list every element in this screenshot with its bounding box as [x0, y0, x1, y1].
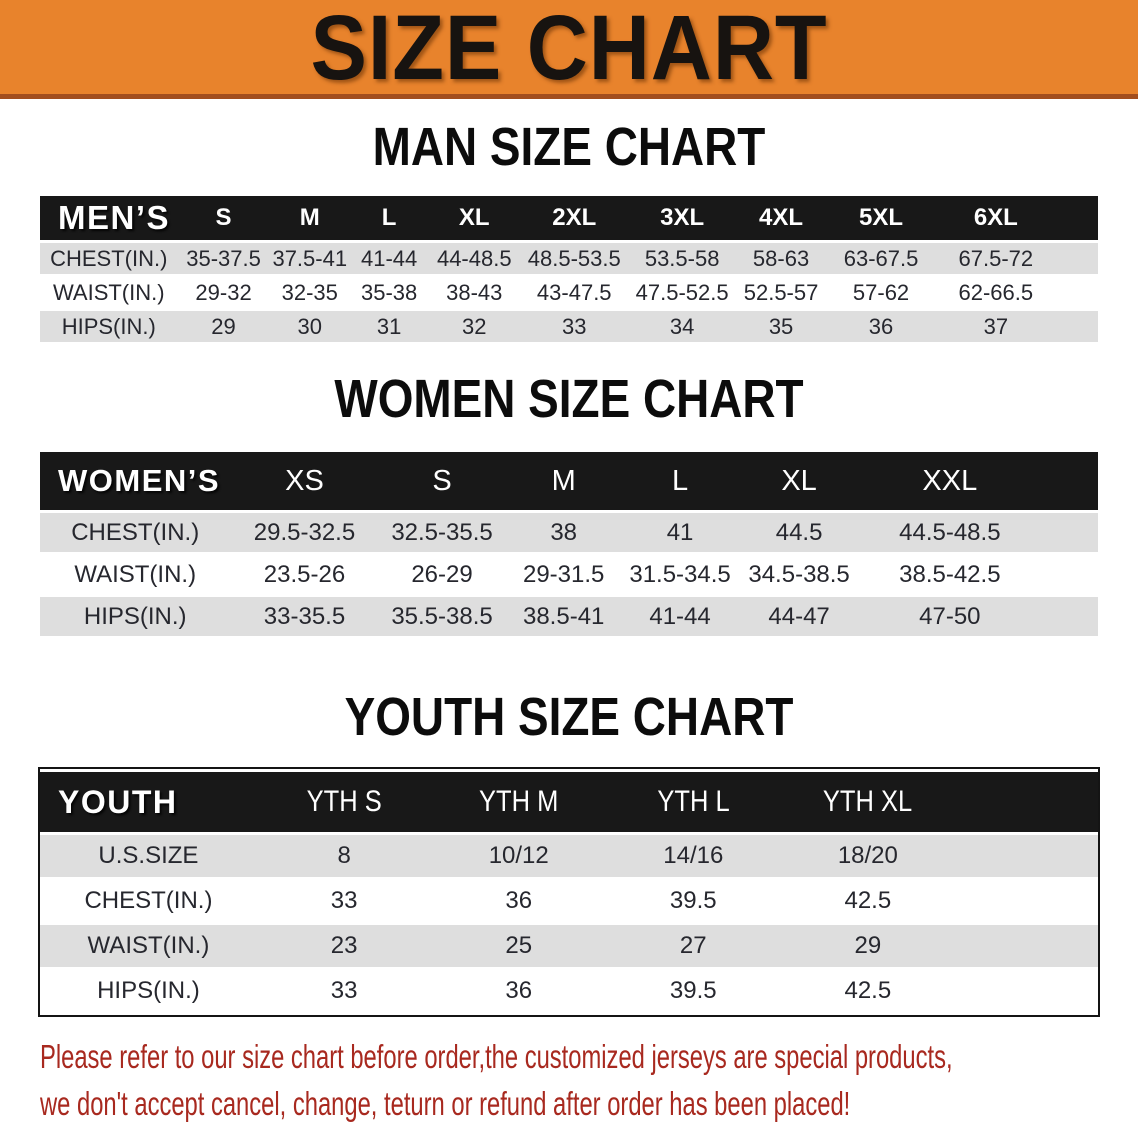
row-label: HIPS(IN.)	[40, 597, 230, 636]
cell: 67.5-72	[936, 243, 1056, 274]
column-header: 3XL	[628, 196, 736, 240]
row-label: CHEST(IN.)	[40, 880, 257, 922]
cell: 44-47	[738, 597, 860, 636]
disclaimer-line-2: we don't accept cancel, change, teturn or refund after order has been placed!	[40, 1085, 851, 1122]
cell: 29-31.5	[506, 555, 622, 594]
youth-size-chart-heading	[0, 687, 1138, 747]
mens-header-row	[40, 196, 1098, 240]
cell: 33-35.5	[230, 597, 378, 636]
cell: 32.5-35.5	[379, 513, 506, 552]
cell: 25	[431, 925, 606, 967]
column-header: 2XL	[520, 196, 628, 240]
mens-table-title: MEN’S	[40, 196, 178, 240]
cell: 29-32	[178, 277, 270, 308]
column-header-filler	[1040, 452, 1098, 510]
column-header: L	[350, 196, 428, 240]
cell-filler	[955, 880, 1098, 922]
cell: 43-47.5	[520, 277, 628, 308]
column-header: YTH L	[606, 772, 781, 832]
cell: 37.5-41	[270, 243, 350, 274]
cell: 38.5-41	[506, 597, 622, 636]
table-row	[40, 597, 1098, 636]
cell: 36	[826, 311, 936, 342]
column-header: 6XL	[936, 196, 1056, 240]
cell: 42.5	[781, 970, 956, 1012]
cell: 35-38	[350, 277, 428, 308]
cell: 44.5	[738, 513, 860, 552]
column-header: S	[178, 196, 270, 240]
cell: 10/12	[431, 835, 606, 877]
cell: 29.5-32.5	[230, 513, 378, 552]
column-header: M	[506, 452, 622, 510]
cell: 47-50	[860, 597, 1040, 636]
cell: 35-37.5	[178, 243, 270, 274]
womens-header-row	[40, 452, 1098, 510]
column-header: S	[379, 452, 506, 510]
cell: 33	[257, 970, 432, 1012]
table-row	[40, 513, 1098, 552]
women-heading-text: WOMEN SIZE CHART	[334, 369, 804, 429]
banner-title: SIZE CHART	[310, 0, 828, 99]
table-row	[40, 555, 1098, 594]
cell: 63-67.5	[826, 243, 936, 274]
womens-size-table	[40, 449, 1098, 639]
cell: 52.5-57	[736, 277, 826, 308]
man-heading-text: MAN SIZE CHART	[372, 117, 766, 177]
cell: 35	[736, 311, 826, 342]
mens-size-table	[40, 193, 1098, 345]
cell: 31	[350, 311, 428, 342]
cell: 26-29	[379, 555, 506, 594]
column-header: XL	[738, 452, 860, 510]
row-label: HIPS(IN.)	[40, 970, 257, 1012]
cell: 36	[431, 880, 606, 922]
youth-size-table	[40, 769, 1098, 1015]
cell: 53.5-58	[628, 243, 736, 274]
cell: 62-66.5	[936, 277, 1056, 308]
cell: 41-44	[350, 243, 428, 274]
row-label: WAIST(IN.)	[40, 925, 257, 967]
cell: 32-35	[270, 277, 350, 308]
cell-filler	[1040, 513, 1098, 552]
cell: 42.5	[781, 880, 956, 922]
cell: 29	[178, 311, 270, 342]
size-chart-banner	[0, 0, 1138, 99]
cell-filler	[955, 835, 1098, 877]
cell: 27	[606, 925, 781, 967]
cell-filler	[1056, 311, 1098, 342]
cell: 34	[628, 311, 736, 342]
cell: 38.5-42.5	[860, 555, 1040, 594]
cell: 38-43	[428, 277, 520, 308]
cell: 8	[257, 835, 432, 877]
man-size-chart-heading	[0, 117, 1138, 177]
row-label: U.S.SIZE	[40, 835, 257, 877]
column-header-filler	[1056, 196, 1098, 240]
disclaimer-line-1: Please refer to our size chart before order,the customized jerseys are special products,	[40, 1038, 953, 1075]
column-header: 5XL	[826, 196, 936, 240]
cell: 47.5-52.5	[628, 277, 736, 308]
cell: 41	[622, 513, 738, 552]
cell: 14/16	[606, 835, 781, 877]
column-header: YTH S	[257, 772, 432, 832]
column-header-filler	[955, 772, 1098, 832]
column-header: XXL	[860, 452, 1040, 510]
column-header: L	[622, 452, 738, 510]
table-row	[40, 277, 1098, 308]
womens-table-title: WOMEN’S	[40, 452, 230, 510]
cell: 32	[428, 311, 520, 342]
cell: 57-62	[826, 277, 936, 308]
column-header: 4XL	[736, 196, 826, 240]
table-row	[40, 925, 1098, 967]
women-size-chart-heading	[0, 369, 1138, 429]
cell: 39.5	[606, 970, 781, 1012]
cell-filler	[955, 970, 1098, 1012]
row-label: WAIST(IN.)	[40, 555, 230, 594]
table-row	[40, 835, 1098, 877]
cell: 33	[257, 880, 432, 922]
cell: 36	[431, 970, 606, 1012]
youth-table-border	[38, 767, 1100, 1017]
table-row	[40, 970, 1098, 1012]
cell-filler	[1040, 555, 1098, 594]
table-row	[40, 243, 1098, 274]
row-label: WAIST(IN.)	[40, 277, 178, 308]
cell: 37	[936, 311, 1056, 342]
cell: 34.5-38.5	[738, 555, 860, 594]
cell: 33	[520, 311, 628, 342]
row-label: CHEST(IN.)	[40, 513, 230, 552]
row-label: HIPS(IN.)	[40, 311, 178, 342]
cell: 58-63	[736, 243, 826, 274]
table-row	[40, 311, 1098, 342]
cell: 18/20	[781, 835, 956, 877]
cell: 39.5	[606, 880, 781, 922]
youth-table-title: YOUTH	[40, 772, 257, 832]
column-header: M	[270, 196, 350, 240]
cell-filler	[955, 925, 1098, 967]
disclaimer	[40, 1033, 1138, 1127]
cell: 35.5-38.5	[379, 597, 506, 636]
cell: 41-44	[622, 597, 738, 636]
youth-header-row	[40, 772, 1098, 832]
cell-filler	[1040, 597, 1098, 636]
column-header: XL	[428, 196, 520, 240]
cell: 31.5-34.5	[622, 555, 738, 594]
cell-filler	[1056, 243, 1098, 274]
cell: 23	[257, 925, 432, 967]
column-header: YTH M	[431, 772, 606, 832]
cell: 30	[270, 311, 350, 342]
cell: 23.5-26	[230, 555, 378, 594]
youth-heading-text: YOUTH SIZE CHART	[344, 687, 794, 747]
cell: 44.5-48.5	[860, 513, 1040, 552]
table-row	[40, 880, 1098, 922]
row-label: CHEST(IN.)	[40, 243, 178, 274]
cell: 44-48.5	[428, 243, 520, 274]
cell: 38	[506, 513, 622, 552]
cell: 29	[781, 925, 956, 967]
cell-filler	[1056, 277, 1098, 308]
column-header: YTH XL	[781, 772, 956, 832]
column-header: XS	[230, 452, 378, 510]
cell: 48.5-53.5	[520, 243, 628, 274]
